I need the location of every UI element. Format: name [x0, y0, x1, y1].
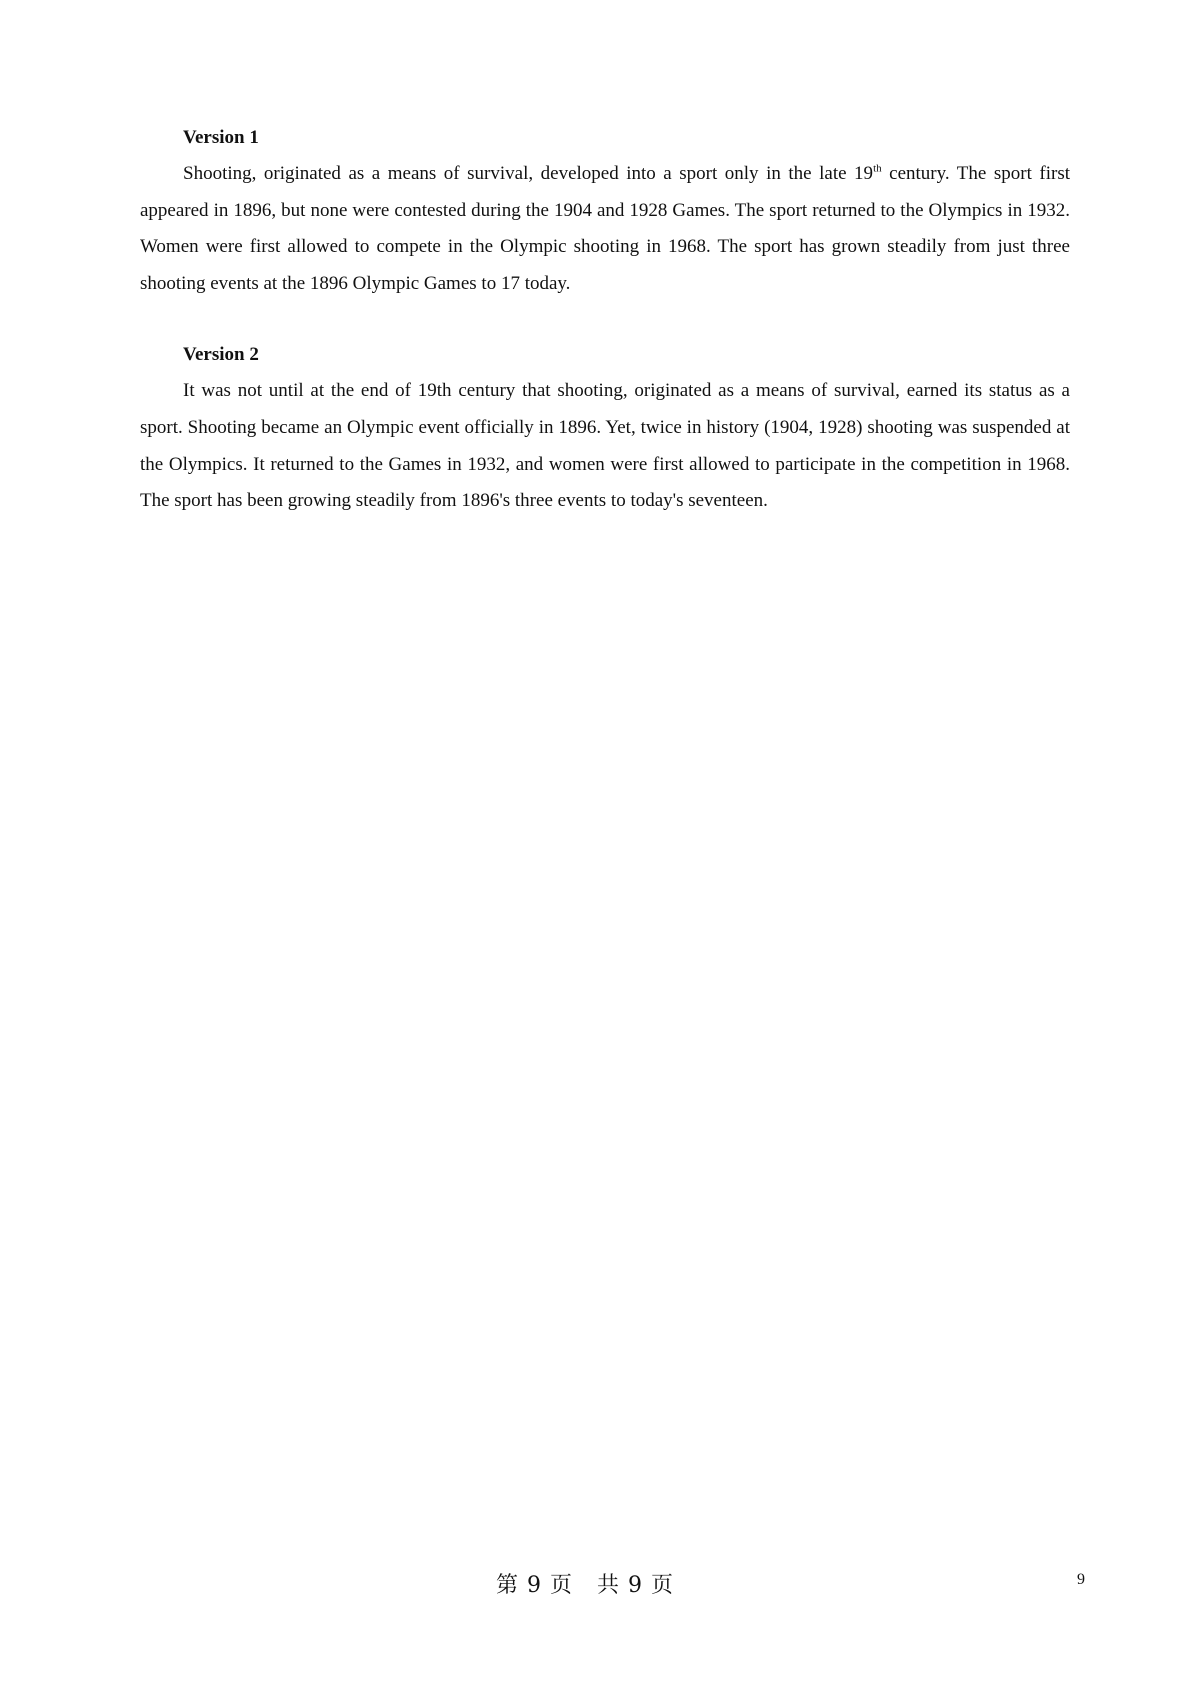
section-paragraph: It was not until at the end of 19th century that shooting, originated as a means of survival, earned its status as a sport. Shooting became an Olympic event officially in 1896. Yet, twice in history (1904, 1928) shooting was suspended at the Olympics. It returned to the Games in 1932, and women were first allowed to participate in the competition in 1968. The sport has been growing steadily from 1896's three events to today's seventeen. [140, 380, 1070, 512]
page-number: 9 [1077, 1571, 1085, 1588]
page-indicator-total: 共 9 页 [596, 1573, 674, 1598]
page-indicator-separator [573, 1573, 597, 1598]
page-indicator [0, 1571, 1170, 1601]
document-body [140, 120, 1070, 520]
section-heading: Version 1 [183, 127, 259, 148]
section-heading: Version 2 [183, 344, 259, 366]
section-paragraph [140, 156, 1070, 302]
section-version-2 [140, 337, 1070, 519]
ordinal-superscript: th [873, 162, 882, 175]
section-spacer [140, 302, 1070, 337]
paragraph-text-part-1: Shooting, originated as a means of survival, developed into a sport only in the late 19 [183, 163, 874, 184]
page-indicator-current: 第 9 页 [496, 1573, 573, 1598]
section-version-1 [140, 120, 1070, 302]
paragraph-text-part-2: century. The sport first appeared in 1896, but none were contested during the 1904 and 1928 Games. The sport returned to the Olympics in 1932. Women were first allowed to compete in the Olympic shooting in 1968. The sport has grown steadily from just three shooting events at the 1896 Olympic Games to 17 today. [140, 163, 1070, 294]
